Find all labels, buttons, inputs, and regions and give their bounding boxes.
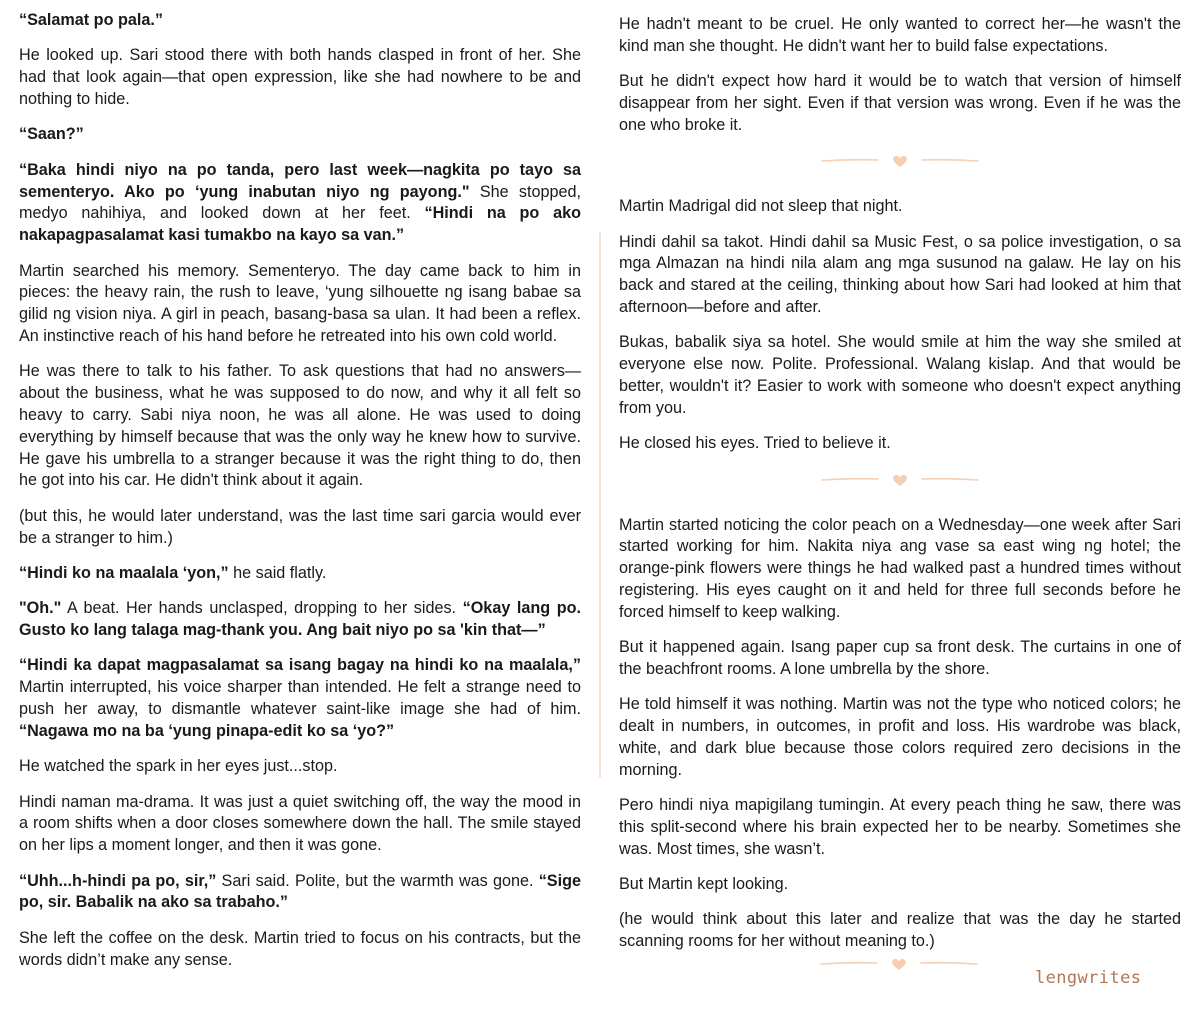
paragraph: Pero hindi niya mapigilang tumingin. At every peach thing he saw, there was this split-second where his brain expected her to be nearby. Sometimes she was. Most times, she wasn’t. — [619, 796, 1181, 858]
paragraph — [19, 563, 581, 585]
dialogue-line: “Saan?” — [19, 125, 84, 144]
paragraph — [19, 124, 581, 146]
paragraph: He told himself it was nothing. Martin was not the type who noticed colors; he dealt in numbers, in outcomes, in profit and loss. His wardrobe was black, white, and dark blue because those colors required zero decisions in the morning. — [619, 695, 1181, 779]
dialogue-line: “Nagawa mo na ba ‘yung pinapa-edit ko sa ‘yo?” — [19, 721, 395, 740]
left-column — [19, 10, 581, 985]
dialogue-line: “Hindi na po ako nakapagpasalamat kasi tumakbo na kayo sa van.” — [19, 204, 582, 245]
paragraph: He closed his eyes. Tried to believe it. — [619, 434, 891, 453]
dialogue-line: “Salamat po pala.” — [19, 11, 163, 29]
paragraph: But he didn't expect how hard it would be to watch that version of himself disappear from her sight. Even if that version was wrong. Even if he was the one who broke it. — [619, 72, 1181, 134]
dialogue-line: “Hindi ko na maalala ‘yon,” — [19, 563, 229, 582]
dialogue-line: “Hindi ka dapat magpasalamat sa isang bagay na hindi ko na maalala,” — [19, 656, 581, 675]
right-column — [619, 14, 1181, 967]
paragraph — [19, 10, 581, 32]
paragraph: (he would think about this later and realize that was the day he started scanning rooms for her without meaning to.) — [619, 910, 1181, 951]
dialogue-line: “Baka hindi niyo na po tanda, pero last week—nagkita po tayo sa sementeryo. Ako po ‘yung inabutan niyo ng payong." — [19, 160, 581, 201]
paragraph: He watched the spark in her eyes just...stop. — [19, 757, 338, 776]
paragraph: Bukas, babalik siya sa hotel. She would smile at him the way she smiled at everyone else now. Polite. Professional. Walang kislap. And that would be better, wouldn't it? Easier to work with someone who doesn't expect anything from you. — [619, 333, 1181, 417]
paragraph — [19, 160, 581, 247]
narration: She stopped, medyo nahihiya, and looked down at her feet. — [19, 182, 582, 223]
paragraph: Hindi dahil sa takot. Hindi dahil sa Music Fest, o sa police investigation, o sa mga Almazan na hindi nila alam ang mga susunod na galaw. He lay on his back and stared at the ceiling, thinking about how Sari had looked at him that afternoon—before and after. — [619, 232, 1181, 316]
narration: A beat. Her hands unclasped, dropping to her sides. — [61, 599, 463, 618]
heart-divider-icon — [819, 955, 979, 973]
paragraph: Hindi naman ma-drama. It was just a quiet switching off, the way the mood in a room shifts when a door closes somewhere down the hall. The smile stayed on her lips a moment longer, and then it was gone. — [19, 792, 581, 855]
heart-divider-icon — [619, 469, 1181, 491]
dialogue-line: “Okay lang po. Gusto ko lang talaga mag-thank you. Ang bait niyo po sa 'kin that—” — [19, 599, 581, 640]
narration: Sari said. Polite, but the warmth was gone. — [216, 871, 539, 890]
column-divider-rule — [599, 232, 601, 778]
paragraph: Martin started noticing the color peach on a Wednesday—one week after Sari started working for him. Nakita niya ang vase sa east wing ng hotel; the orange-pink flowers were things he had walked past a hundred times without registering. His eyes caught on it and held for three full seconds before he forced himself to keep walking. — [619, 515, 1181, 621]
paragraph: But it happened again. Isang paper cup sa front desk. The curtains in one of the beachfront rooms. A lone umbrella by the shore. — [619, 638, 1181, 678]
paragraph — [19, 655, 581, 742]
paragraph: But Martin kept looking. — [619, 875, 789, 894]
paragraph: He hadn't meant to be cruel. He only wanted to correct her—he wasn't the kind man she thought. He didn't want her to build false expectations. — [619, 15, 1181, 55]
paragraph: Martin Madrigal did not sleep that night. — [619, 197, 903, 216]
narration: he said flatly. — [228, 563, 327, 582]
heart-divider-icon — [619, 150, 1181, 172]
dialogue-line: "Oh." — [19, 599, 62, 618]
paragraph: He looked up. Sari stood there with both hands clasped in front of her. She had that look again—that open expression, like she had nowhere to be and nothing to hide. — [19, 46, 581, 108]
paragraph — [19, 598, 581, 642]
dialogue-line: “Uhh...h-hindi pa po, sir,” — [19, 871, 217, 890]
paragraph: (but this, he would later understand, was the last time sari garcia would ever be a stranger to him.) — [19, 506, 581, 547]
paragraph: Martin searched his memory. Sementeryo. The day came back to him in pieces: the heavy rain, the rush to leave, ‘yung silhouette ng isang babae sa gilid ng vision niya. A girl in peach, basang-basa sa ulan. It had been a reflex. An instinctive reach of his hand before he retreated into his own cold world. — [19, 261, 581, 345]
paragraph: She left the coffee on the desk. Martin tried to focus on his contracts, but the words didn’t make any sense. — [19, 928, 581, 969]
author-signature: lengwrites — [1035, 968, 1142, 988]
narration: Martin interrupted, his voice sharper than intended. He felt a strange need to push her away, to dismantle whatever saint-like image she had of him. — [19, 678, 581, 719]
dialogue-line: “Sige po, sir. Babalik na ako sa trabaho.” — [19, 871, 581, 912]
paragraph: He was there to talk to his father. To ask questions that had no answers—about the business, what he was supposed to do now, and why it all felt so heavy to carry. Sabi niya noon, he was all alone. He was used to doing everything by himself because that was the only way he knew how to survive. He gave his umbrella to a stranger because it was the right thing to do, then he got into his car. He didn't think about it again. — [19, 362, 581, 490]
paragraph — [19, 871, 581, 915]
